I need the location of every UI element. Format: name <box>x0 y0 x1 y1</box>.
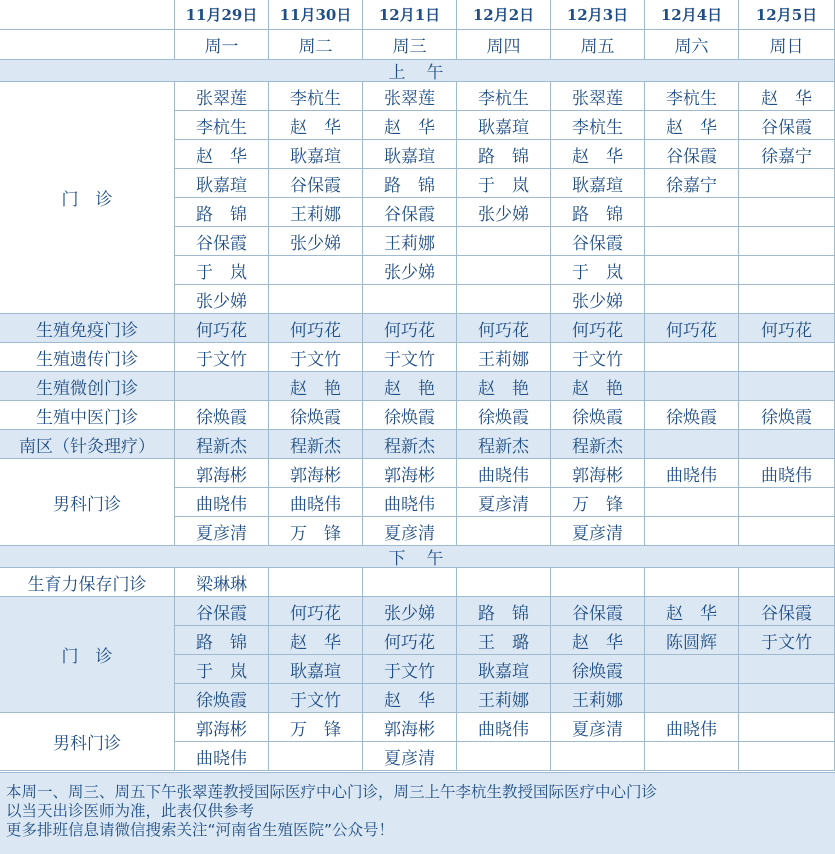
doctor-cell: 徐焕霞 <box>363 401 457 430</box>
doctor-cell: 王莉娜 <box>551 684 645 713</box>
department-label: 生殖微创门诊 <box>0 372 175 401</box>
doctor-cell: 谷保霞 <box>363 198 457 227</box>
doctor-cell <box>739 568 835 597</box>
doctor-cell: 张翠莲 <box>175 82 269 111</box>
date-header: 11月30日 <box>269 0 363 30</box>
doctor-cell: 赵 艳 <box>269 372 363 401</box>
doctor-cell: 陈圆辉 <box>645 626 739 655</box>
doctor-cell: 谷保霞 <box>551 227 645 256</box>
doctor-cell <box>739 430 835 459</box>
doctor-cell: 何巧花 <box>269 597 363 626</box>
doctor-cell: 于 岚 <box>551 256 645 285</box>
doctor-cell: 赵 华 <box>645 597 739 626</box>
doctor-cell: 赵 华 <box>363 684 457 713</box>
doctor-cell: 曲晓伟 <box>175 488 269 517</box>
doctor-cell: 何巧花 <box>457 314 551 343</box>
doctor-cell: 谷保霞 <box>551 597 645 626</box>
doctor-cell <box>645 256 739 285</box>
doctor-cell: 郭海彬 <box>269 459 363 488</box>
doctor-cell: 徐焕霞 <box>457 401 551 430</box>
doctor-cell: 万 锋 <box>551 488 645 517</box>
doctor-cell: 耿嘉瑄 <box>551 169 645 198</box>
doctor-cell: 夏彦清 <box>175 517 269 546</box>
doctor-cell: 于 岚 <box>175 256 269 285</box>
doctor-cell <box>739 742 835 771</box>
department-label: 生育力保存门诊 <box>0 568 175 597</box>
doctor-cell: 谷保霞 <box>739 111 835 140</box>
doctor-cell <box>457 227 551 256</box>
doctor-cell: 于文竹 <box>269 343 363 372</box>
doctor-cell: 路 锦 <box>551 198 645 227</box>
doctor-cell <box>645 430 739 459</box>
date-header: 11月29日 <box>175 0 269 30</box>
doctor-cell: 路 锦 <box>457 597 551 626</box>
date-header: 12月4日 <box>645 0 739 30</box>
corner-cell <box>0 30 175 60</box>
doctor-cell <box>457 285 551 314</box>
doctor-cell <box>739 256 835 285</box>
schedule-notes <box>0 772 835 854</box>
department-label: 生殖中医门诊 <box>0 401 175 430</box>
doctor-cell: 谷保霞 <box>175 227 269 256</box>
doctor-cell: 于文竹 <box>175 343 269 372</box>
doctor-cell: 郭海彬 <box>175 713 269 742</box>
doctor-cell: 何巧花 <box>175 314 269 343</box>
doctor-cell: 徐焕霞 <box>269 401 363 430</box>
doctor-cell <box>269 256 363 285</box>
doctor-cell: 王 璐 <box>457 626 551 655</box>
doctor-cell: 李杭生 <box>269 82 363 111</box>
doctor-cell: 赵 艳 <box>457 372 551 401</box>
note-line: 更多排班信息请微信搜索关注“河南省生殖医院”公众号！ <box>6 821 395 839</box>
doctor-cell: 曲晓伟 <box>645 459 739 488</box>
doctor-cell: 梁琳琳 <box>175 568 269 597</box>
doctor-cell <box>739 285 835 314</box>
department-label: 门 诊 <box>0 82 175 314</box>
doctor-cell: 张翠莲 <box>363 82 457 111</box>
doctor-cell <box>645 372 739 401</box>
doctor-cell: 程新杰 <box>269 430 363 459</box>
doctor-cell <box>551 568 645 597</box>
doctor-cell: 何巧花 <box>363 626 457 655</box>
doctor-cell: 何巧花 <box>551 314 645 343</box>
doctor-cell: 曲晓伟 <box>269 488 363 517</box>
doctor-cell: 夏彦清 <box>363 742 457 771</box>
weekday-header: 周一 <box>175 30 269 60</box>
doctor-cell: 李杭生 <box>551 111 645 140</box>
doctor-cell: 于文竹 <box>551 343 645 372</box>
doctor-cell <box>739 517 835 546</box>
doctor-cell: 耿嘉瑄 <box>363 140 457 169</box>
note-line: 本周一、周三、周五下午张翠莲教授国际医疗中心门诊，周三上午李杭生教授国际医疗中心门诊 <box>6 783 658 801</box>
doctor-cell: 徐嘉宁 <box>645 169 739 198</box>
doctor-cell: 路 锦 <box>175 198 269 227</box>
doctor-cell: 夏彦清 <box>551 517 645 546</box>
doctor-cell: 路 锦 <box>457 140 551 169</box>
doctor-cell: 路 锦 <box>363 169 457 198</box>
doctor-cell <box>269 568 363 597</box>
department-label: 门 诊 <box>0 597 175 713</box>
doctor-cell: 谷保霞 <box>175 597 269 626</box>
doctor-cell: 程新杰 <box>363 430 457 459</box>
doctor-cell: 徐焕霞 <box>645 401 739 430</box>
doctor-cell: 夏彦清 <box>363 517 457 546</box>
weekday-header: 周四 <box>457 30 551 60</box>
doctor-cell: 李杭生 <box>457 82 551 111</box>
doctor-cell: 郭海彬 <box>175 459 269 488</box>
doctor-cell: 耿嘉瑄 <box>457 111 551 140</box>
doctor-cell <box>645 227 739 256</box>
doctor-cell: 于 岚 <box>175 655 269 684</box>
doctor-cell: 赵 华 <box>645 111 739 140</box>
doctor-cell: 王莉娜 <box>269 198 363 227</box>
department-label: 南区（针灸理疗） <box>0 430 175 459</box>
corner-cell <box>0 0 175 30</box>
doctor-cell <box>645 343 739 372</box>
doctor-cell: 徐焕霞 <box>175 684 269 713</box>
doctor-cell: 赵 华 <box>269 111 363 140</box>
doctor-cell: 谷保霞 <box>269 169 363 198</box>
doctor-cell: 张少娣 <box>175 285 269 314</box>
doctor-cell <box>645 198 739 227</box>
doctor-cell: 徐焕霞 <box>739 401 835 430</box>
doctor-cell: 李杭生 <box>175 111 269 140</box>
doctor-cell: 赵 华 <box>269 626 363 655</box>
doctor-cell <box>739 198 835 227</box>
department-label: 生殖免疫门诊 <box>0 314 175 343</box>
date-header: 12月5日 <box>739 0 835 30</box>
doctor-cell: 曲晓伟 <box>739 459 835 488</box>
doctor-cell: 徐焕霞 <box>551 401 645 430</box>
morning-band: 上 午 <box>0 60 835 82</box>
doctor-cell <box>551 742 645 771</box>
doctor-cell: 程新杰 <box>175 430 269 459</box>
doctor-cell: 于文竹 <box>363 343 457 372</box>
weekday-header: 周三 <box>363 30 457 60</box>
doctor-cell: 路 锦 <box>175 626 269 655</box>
doctor-cell <box>645 285 739 314</box>
doctor-cell: 曲晓伟 <box>363 488 457 517</box>
doctor-cell <box>269 742 363 771</box>
department-label: 生殖遗传门诊 <box>0 343 175 372</box>
doctor-cell <box>645 655 739 684</box>
doctor-cell <box>645 684 739 713</box>
doctor-cell <box>645 517 739 546</box>
doctor-cell: 张少娣 <box>457 198 551 227</box>
doctor-cell: 耿嘉瑄 <box>269 655 363 684</box>
doctor-cell: 赵 艳 <box>363 372 457 401</box>
date-header: 12月1日 <box>363 0 457 30</box>
doctor-cell: 徐焕霞 <box>551 655 645 684</box>
doctor-cell: 徐焕霞 <box>175 401 269 430</box>
doctor-cell: 程新杰 <box>551 430 645 459</box>
doctor-cell: 赵 艳 <box>551 372 645 401</box>
doctor-cell: 李杭生 <box>645 82 739 111</box>
doctor-cell: 夏彦清 <box>551 713 645 742</box>
weekday-header: 周日 <box>739 30 835 60</box>
doctor-cell: 徐嘉宁 <box>739 140 835 169</box>
doctor-cell: 王莉娜 <box>363 227 457 256</box>
doctor-cell <box>269 285 363 314</box>
doctor-cell <box>457 742 551 771</box>
doctor-cell: 耿嘉瑄 <box>175 169 269 198</box>
doctor-cell: 赵 华 <box>551 626 645 655</box>
doctor-cell <box>739 655 835 684</box>
date-header: 12月2日 <box>457 0 551 30</box>
note-line: 以当天出诊医师为准，此表仅供参考 <box>6 802 255 820</box>
doctor-cell: 谷保霞 <box>645 140 739 169</box>
doctor-cell: 于文竹 <box>363 655 457 684</box>
doctor-cell: 赵 华 <box>175 140 269 169</box>
doctor-cell: 谷保霞 <box>739 597 835 626</box>
doctor-cell <box>457 568 551 597</box>
doctor-cell <box>645 568 739 597</box>
doctor-cell: 万 锋 <box>269 713 363 742</box>
doctor-cell: 郭海彬 <box>363 713 457 742</box>
doctor-cell <box>739 488 835 517</box>
doctor-cell: 何巧花 <box>645 314 739 343</box>
doctor-cell <box>645 488 739 517</box>
date-header: 12月3日 <box>551 0 645 30</box>
doctor-cell: 何巧花 <box>269 314 363 343</box>
doctor-cell <box>645 742 739 771</box>
afternoon-band: 下 午 <box>0 546 835 568</box>
doctor-cell: 于文竹 <box>739 626 835 655</box>
doctor-cell: 何巧花 <box>363 314 457 343</box>
doctor-cell: 曲晓伟 <box>457 459 551 488</box>
doctor-cell <box>175 372 269 401</box>
weekday-header: 周五 <box>551 30 645 60</box>
doctor-cell <box>457 256 551 285</box>
doctor-cell: 程新杰 <box>457 430 551 459</box>
doctor-cell: 赵 华 <box>551 140 645 169</box>
doctor-cell <box>739 713 835 742</box>
doctor-cell: 郭海彬 <box>363 459 457 488</box>
doctor-cell <box>739 372 835 401</box>
weekday-header: 周六 <box>645 30 739 60</box>
doctor-cell: 张少娣 <box>363 597 457 626</box>
doctor-cell: 张少娣 <box>363 256 457 285</box>
doctor-cell <box>739 169 835 198</box>
doctor-cell: 王莉娜 <box>457 684 551 713</box>
doctor-cell: 曲晓伟 <box>457 713 551 742</box>
department-label: 男科门诊 <box>0 713 175 771</box>
doctor-cell: 张少娣 <box>269 227 363 256</box>
doctor-cell: 于文竹 <box>269 684 363 713</box>
doctor-cell <box>739 343 835 372</box>
doctor-cell: 夏彦清 <box>457 488 551 517</box>
doctor-cell: 郭海彬 <box>551 459 645 488</box>
doctor-cell: 于 岚 <box>457 169 551 198</box>
doctor-cell: 张翠莲 <box>551 82 645 111</box>
doctor-cell: 曲晓伟 <box>645 713 739 742</box>
doctor-cell: 赵 华 <box>363 111 457 140</box>
doctor-cell: 张少娣 <box>551 285 645 314</box>
department-label: 男科门诊 <box>0 459 175 546</box>
doctor-cell: 耿嘉瑄 <box>269 140 363 169</box>
doctor-cell <box>739 227 835 256</box>
doctor-cell: 何巧花 <box>739 314 835 343</box>
doctor-cell <box>457 517 551 546</box>
weekday-header: 周二 <box>269 30 363 60</box>
doctor-cell <box>363 285 457 314</box>
doctor-cell: 万 锋 <box>269 517 363 546</box>
doctor-cell: 王莉娜 <box>457 343 551 372</box>
doctor-cell: 耿嘉瑄 <box>457 655 551 684</box>
doctor-cell <box>739 684 835 713</box>
doctor-cell <box>363 568 457 597</box>
doctor-cell: 赵 华 <box>739 82 835 111</box>
doctor-cell: 曲晓伟 <box>175 742 269 771</box>
